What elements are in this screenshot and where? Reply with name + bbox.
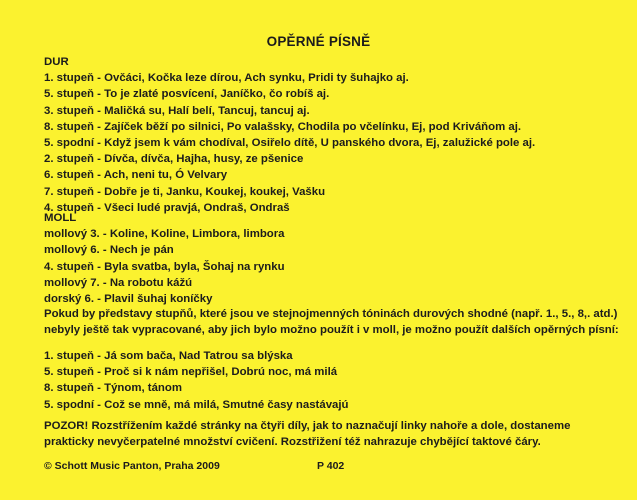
dur-line: 8. stupeň - Zajíček běží po silnici, Po valašsky, Chodila po včelínku, Ej, pod Kriváňom aj. xyxy=(44,120,522,133)
dur-line: 5. spodní - Když jsem k vám chodíval, Osiřelo dítě, U panského dvora, Ej, zalužické pole aj. xyxy=(44,136,536,149)
moll-line: dorský 6. - Plavil šuhaj koníčky xyxy=(44,292,213,305)
dur-line: 2. stupeň - Dívča, dívča, Hajha, husy, ze pšenice xyxy=(44,153,304,166)
moll-line: 4. stupeň - Byla svatba, byla, Šohaj na rynku xyxy=(44,260,285,273)
dur-line: 5. stupeň - To je zlaté posvícení, Janíčko, čo robíš aj. xyxy=(44,88,330,101)
note-line: nebyly ještě tak vypracované, aby jich bylo možno použít i v moll, je možno použít dalších opěrných písní: xyxy=(44,324,619,337)
note-line: Pokud by představy stupňů, které jsou ve stejnojmenných tóninách durových shodné (např. 1., 5., 8,. atd.) xyxy=(44,308,618,320)
dur-line: 4. stupeň - Všeci ludé pravjá, Ondraš, Ondraš xyxy=(44,201,290,214)
warning-paragraph xyxy=(44,418,634,450)
moll-heading: MOLL xyxy=(44,212,77,224)
dur-line: 7. stupeň - Dobře je ti, Janku, Koukej, koukej, Vašku xyxy=(44,185,326,198)
extra-line: 8. stupeň - Týnom, tánom xyxy=(44,382,182,395)
copyright-notice: © Schott Music Panton, Praha 2009 xyxy=(44,460,220,472)
extra-line: 1. stupeň - Já som bača, Nad Tatrou sa blýska xyxy=(44,350,293,362)
page-title: OPĚRNÉ PÍSNĚ xyxy=(266,34,371,49)
extra-songs-section xyxy=(44,348,634,413)
moll-line: mollový 7. - Na robotu kážú xyxy=(44,276,193,289)
catalog-code: P 402 xyxy=(317,460,345,472)
dur-line: 6. stupeň - Ach, neni tu, Ó Velvary xyxy=(44,169,228,182)
moll-line: mollový 3. - Koline, Koline, Limbora, limbora xyxy=(44,228,285,241)
extra-line: 5. spodní - Což se mně, má milá, Smutné časy nastávajú xyxy=(44,398,349,411)
dur-line: 3. stupeň - Maličká su, Halí belí, Tancuj, tancuj aj. xyxy=(44,104,310,117)
warning-line: prakticky nevyčerpatelné množství cvičení. Rozstřižení též nahrazuje chybějící taktové čáry. xyxy=(44,436,541,449)
moll-line: mollový 6. - Nech je pán xyxy=(44,244,174,257)
moll-section xyxy=(44,210,634,307)
extra-line: 5. stupeň - Proč si k nám nepřišel, Dobrú noc, má milá xyxy=(44,366,338,379)
dur-section xyxy=(44,54,634,216)
note-paragraph xyxy=(44,306,634,338)
warning-line: POZOR! Rozstřížením každé stránky na čtyři díly, jak to naznačují linky nahoře a dole, dostaneme xyxy=(44,420,571,432)
dur-line: 1. stupeň - Ovčáci, Kočka leze dírou, Ach synku, Pridi ty šuhajko aj. xyxy=(44,72,409,85)
dur-heading: DUR xyxy=(44,56,69,68)
